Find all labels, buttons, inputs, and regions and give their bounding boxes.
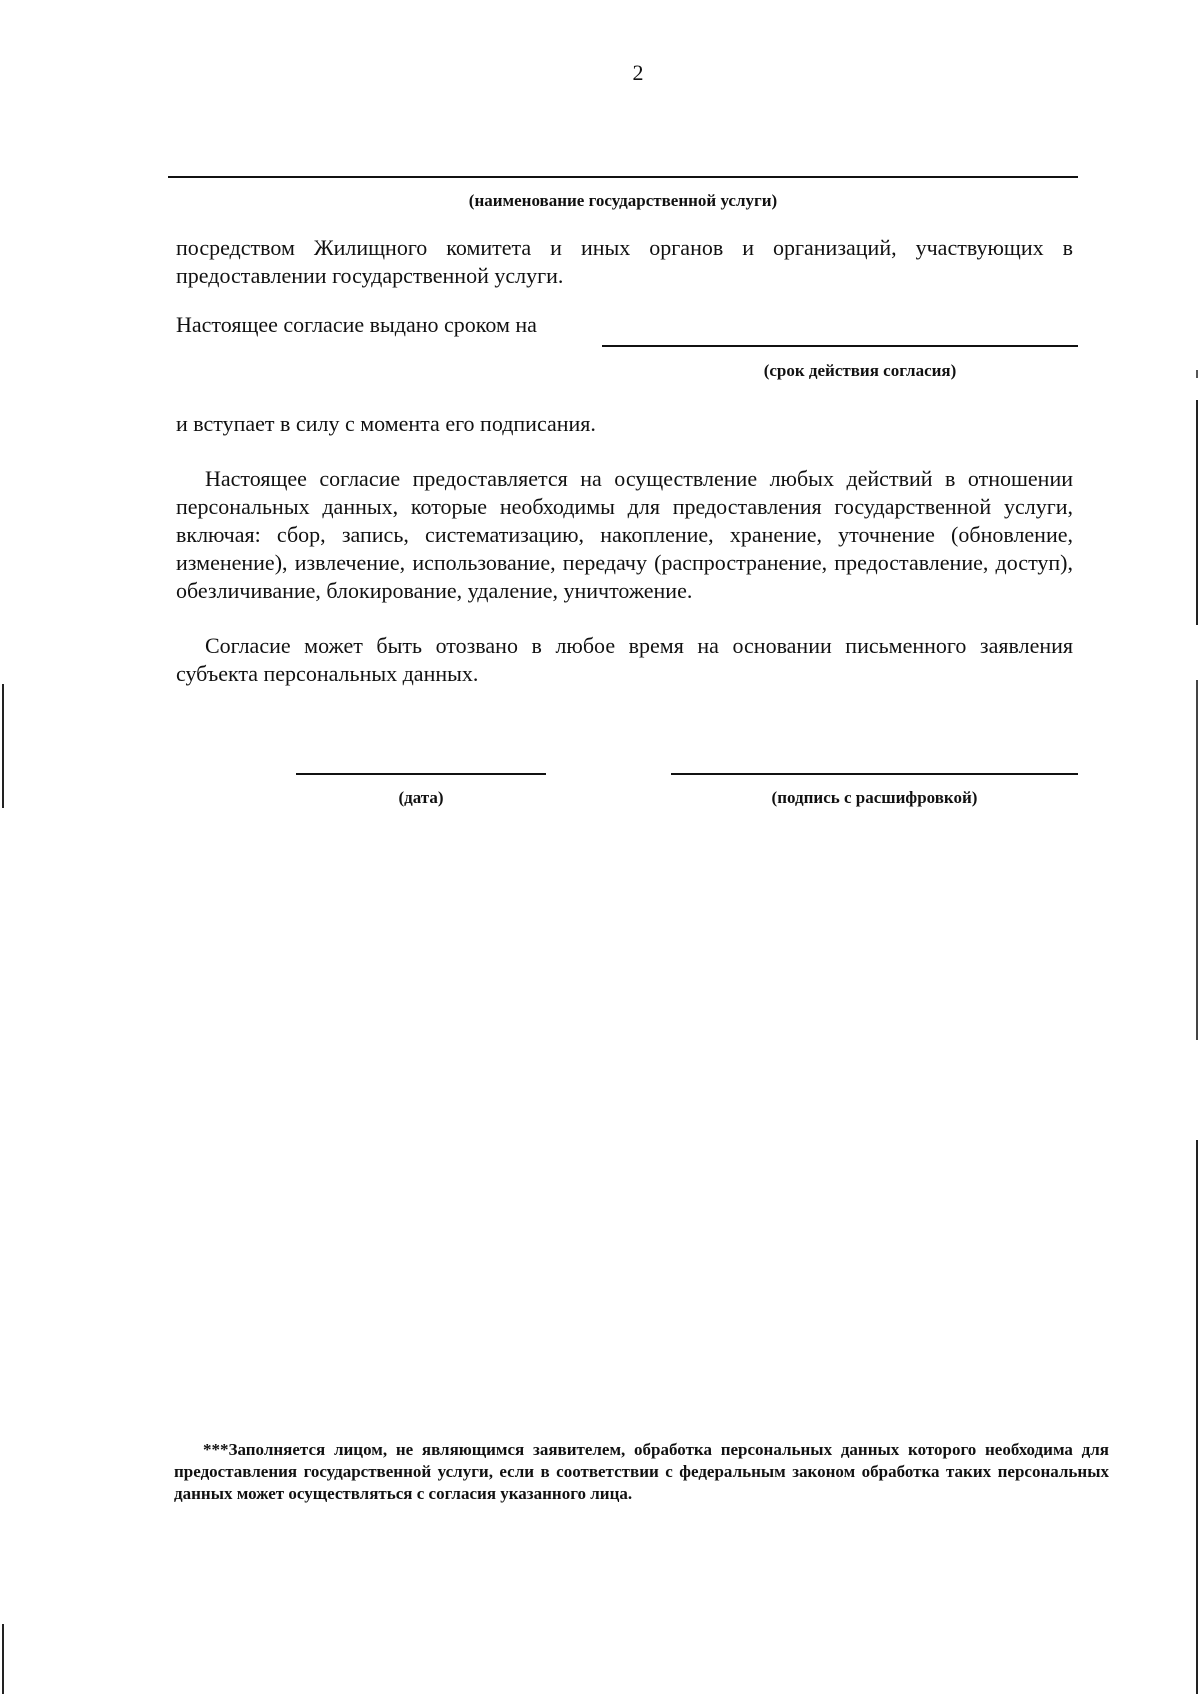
term-line	[602, 345, 1078, 347]
page-number: 2	[632, 60, 644, 85]
signature-line	[671, 773, 1078, 775]
effect-paragraph: и вступает в силу с момента его подписания.	[176, 411, 596, 436]
scan-edge-left-upper	[2, 684, 4, 808]
scan-edge-right-d	[1196, 1140, 1198, 1694]
service-name-line	[168, 176, 1078, 178]
scope-paragraph: Настоящее согласие предоставляется на осуществление любых действий в отношении персональных данных, которые необходимы для предоставления государственной услуги, включая: сбор, запись, систематизацию, накопление, хранение, уточнение (обновление, изменение), извлечение, использование, передачу (распространение, предоставление, доступ), обезличивание, блокирование, удаление, уничтожение.	[176, 466, 1073, 603]
revoke-paragraph: Согласие может быть отозвано в любое время на основании письменного заявления субъекта персональных данных.	[176, 633, 1073, 686]
scan-edge-left-lower	[2, 1624, 4, 1694]
term-caption: (срок действия согласия)	[763, 361, 957, 380]
scan-edge-right-b	[1196, 400, 1198, 625]
date-caption: (дата)	[398, 788, 444, 807]
scan-edge-right-a	[1196, 370, 1198, 378]
scan-edge-right-c	[1196, 680, 1198, 1040]
footnote: ***Заполняется лицом, не являющимся заявителем, обработка персональных данных которого необходима для предоставления государственной услуги, если в соответствии с федеральным законом обработка таких персональных данных может осуществляться с согласия указанного лица.	[174, 1440, 1109, 1503]
service-name-caption: (наименование государственной услуги)	[468, 191, 778, 210]
date-line	[296, 773, 546, 775]
term-label: Настоящее согласие выдано сроком на	[176, 312, 537, 337]
signature-caption: (подпись с расшифровкой)	[771, 788, 978, 807]
intro-paragraph: посредством Жилищного комитета и иных органов и организаций, участвующих в предоставлении государственной услуги.	[176, 235, 1073, 288]
